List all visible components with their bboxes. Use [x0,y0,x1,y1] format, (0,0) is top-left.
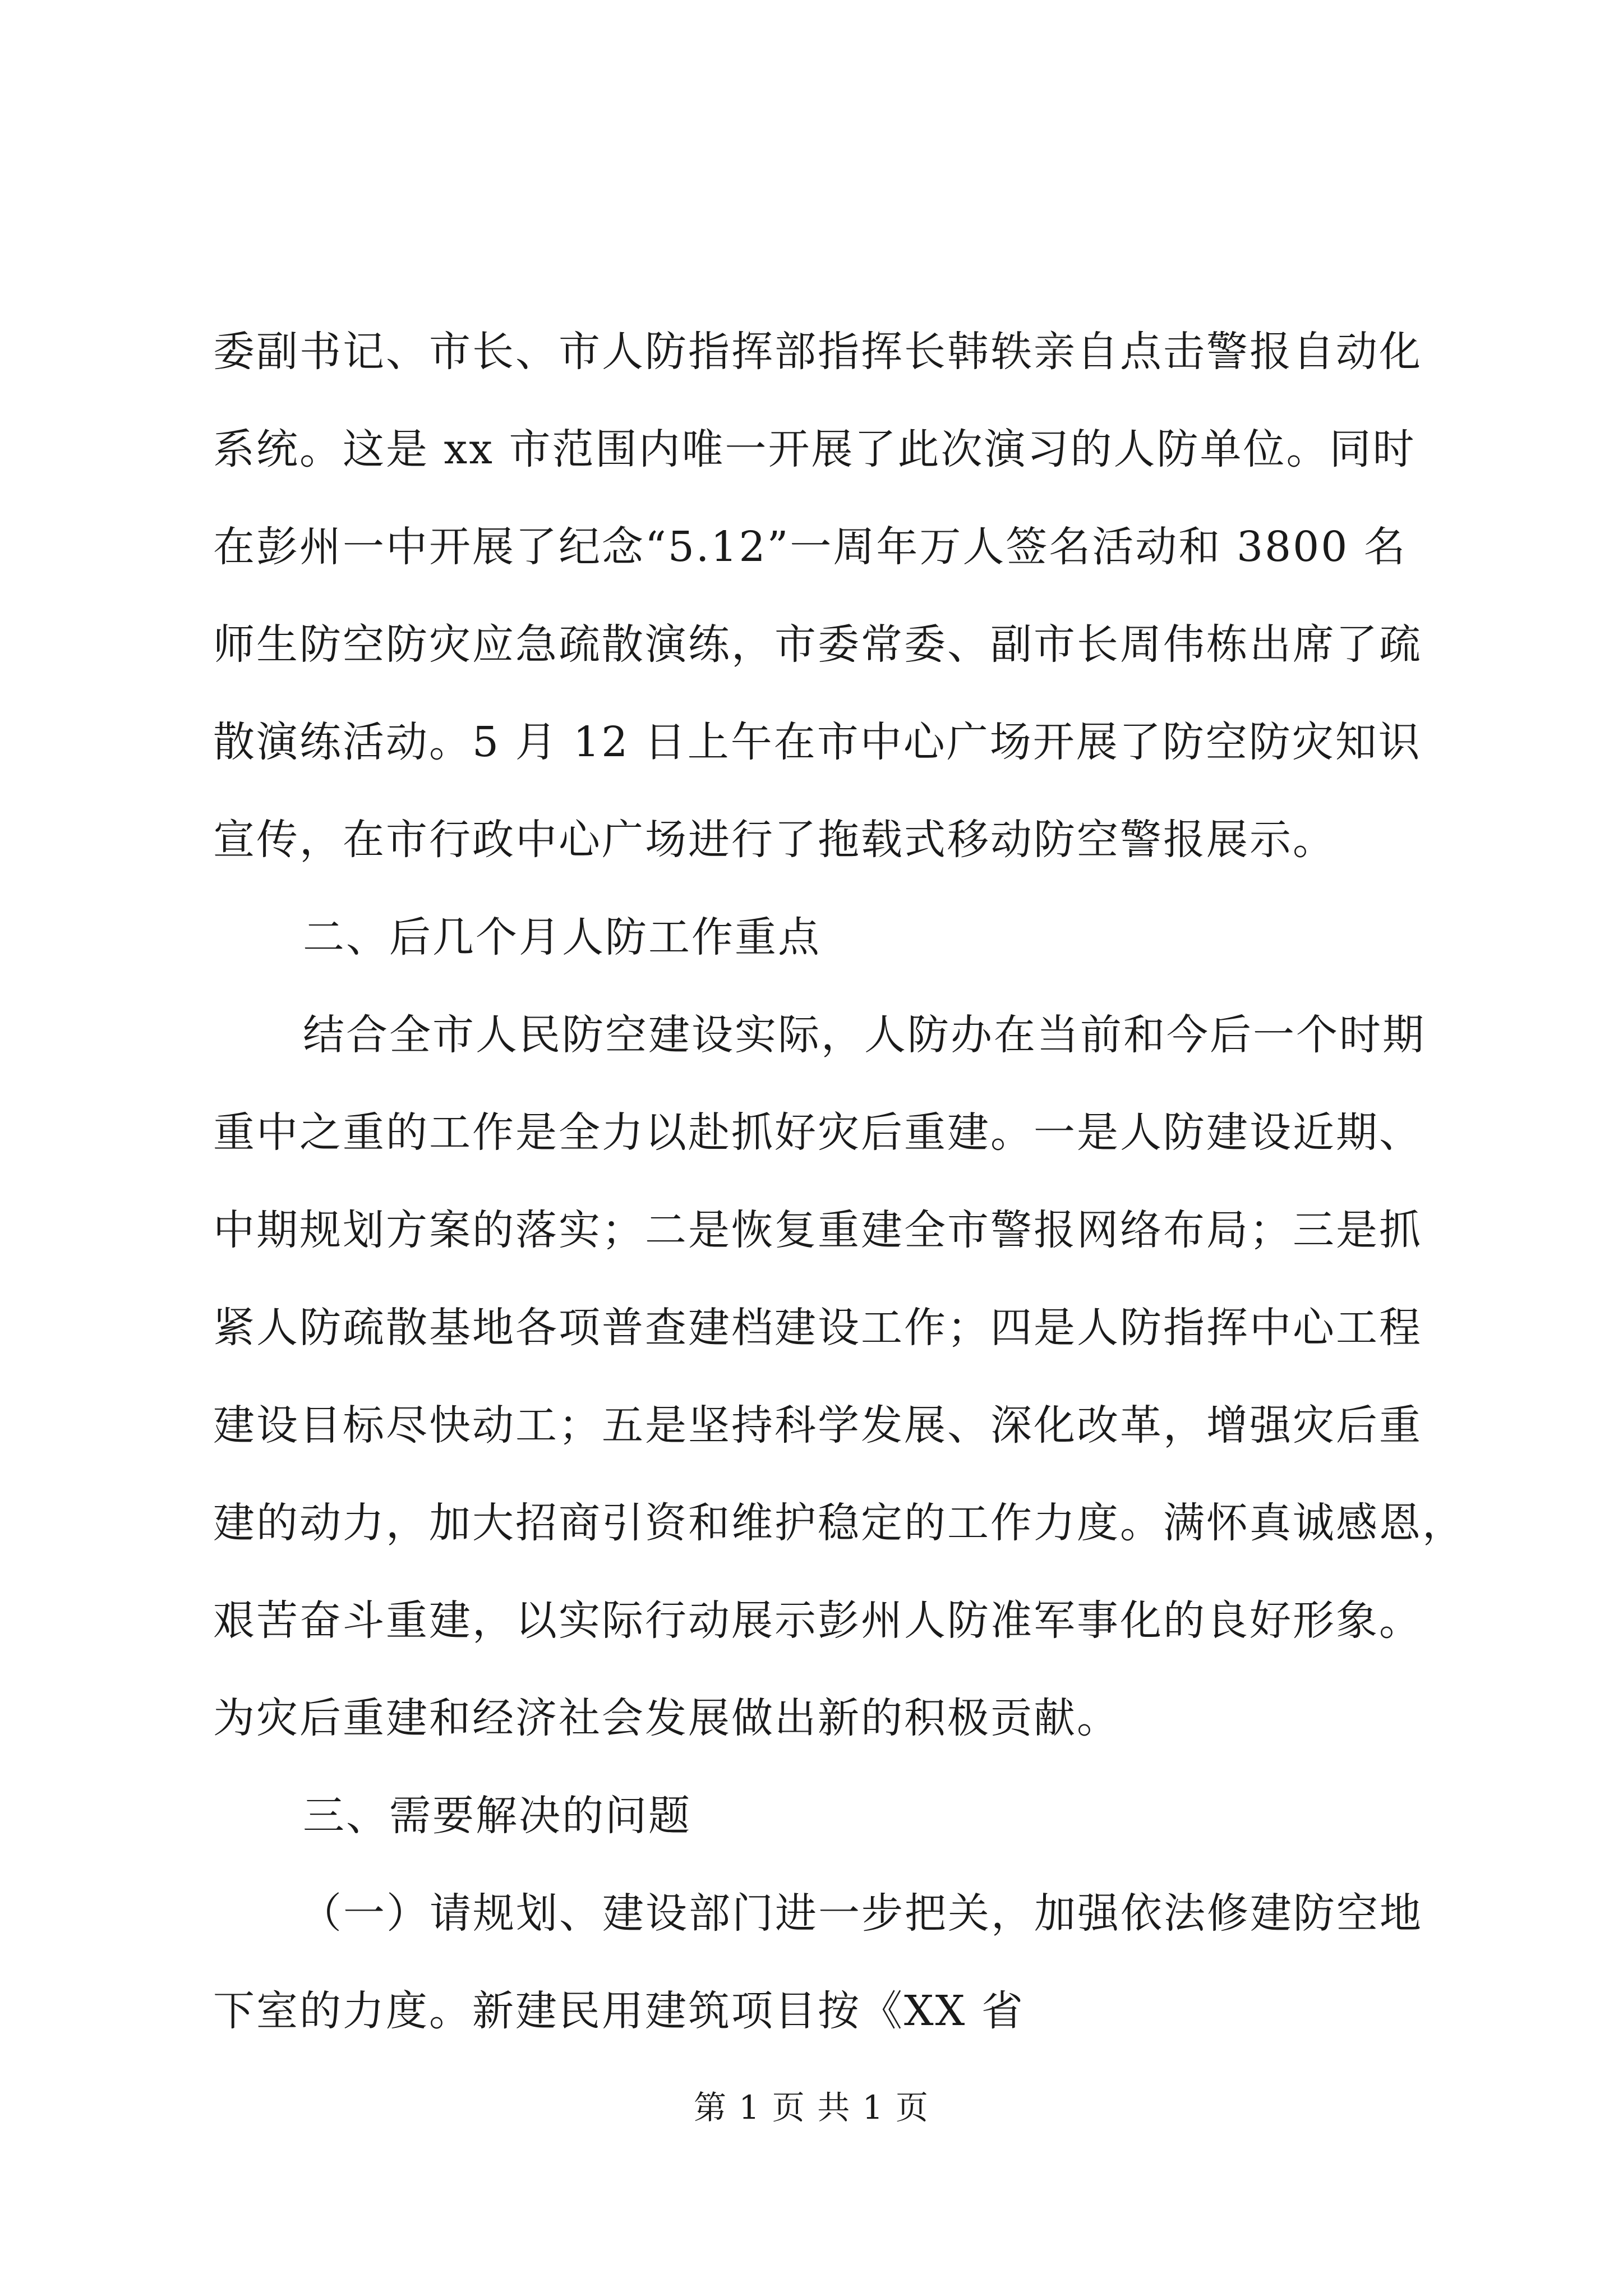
body-line: 下室的力度。新建民用建筑项目按《XX 省 [213,1987,1025,2035]
body-line: 艰苦奋斗重建，以实际行动展示彭州人防准军事化的良好形象。 [213,1596,1422,1645]
page-footer: 第 1 页 共 1 页 [694,2088,929,2127]
body-line: 系统。这是 xx 市范围内唯一开展了此次演习的人防单位。同时 [213,425,1416,473]
body-line: 紧人防疏散基地各项普查建档建设工作；四是人防指挥中心工程 [213,1304,1422,1352]
body-line: 师生防空防灾应急疏散演练，市委常委、副市长周伟栋出席了疏 [213,620,1422,669]
body-line: 为灾后重建和经济社会发展做出新的积极贡献。 [213,1694,1120,1742]
section-heading: 三、需要解决的问题 [303,1792,691,1840]
body-line: 散演练活动。5 月 12 日上午在市中心广场开展了防空防灾知识 [213,718,1422,766]
body-line: 委副书记、市长、市人防指挥部指挥长韩轶亲自点击警报自动化 [213,328,1422,376]
body-line: 中期规划方案的落实；二是恢复重建全市警报网络布局；三是抓 [213,1206,1422,1254]
body-line: 在彭州一中开展了纪念“5.12”一周年万人签名活动和 3800 名 [213,523,1407,571]
body-line: 建的动力，加大招商引资和维护稳定的工作力度。满怀真诚感恩， [213,1499,1465,1547]
body-line: 重中之重的工作是全力以赴抓好灾后重建。一是人防建设近期、 [213,1108,1422,1157]
body-line: 结合全市人民防空建设实际，人防办在当前和今后一个时期 [303,1011,1426,1059]
document-body [213,303,1465,2060]
body-line: （一）请规划、建设部门进一步把关，加强依法修建防空地 [300,1889,1423,1938]
section-heading: 二、后几个月人防工作重点 [303,913,821,961]
body-line: 宣传，在市行政中心广场进行了拖载式移动防空警报展示。 [213,816,1336,864]
body-line: 建设目标尽快动工；五是坚持科学发展、深化改革，增强灾后重 [213,1401,1422,1450]
